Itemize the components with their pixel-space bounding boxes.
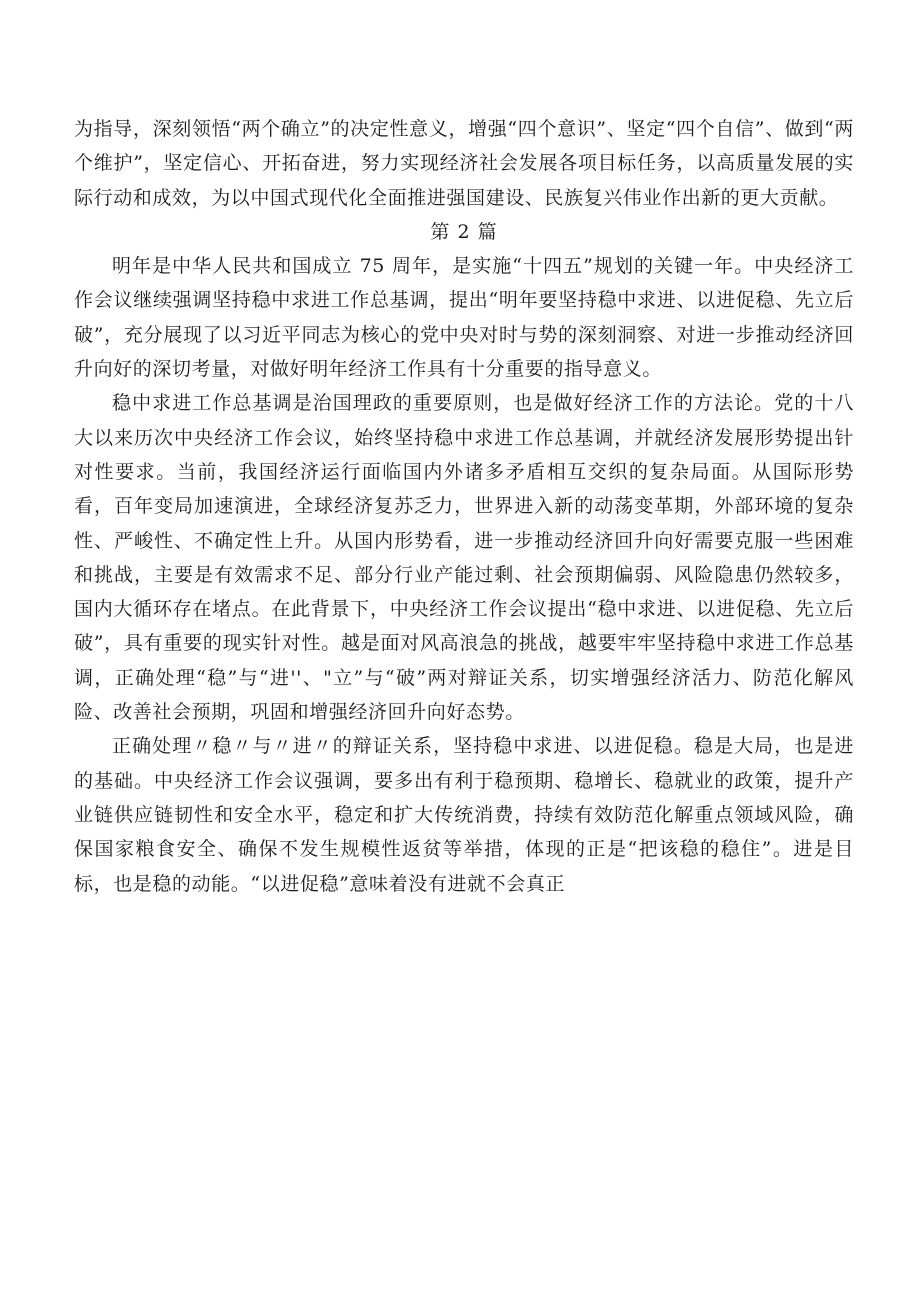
paragraph-stability-progress: 正确处理〃稳〃与〃进〃的辩证关系，坚持稳中求进、以进促稳。稳是大局，也是进的基础。中央经济工作会议强调，要多出有利于稳预期、稳增长、稳就业的政策，提升产业链供应链韧性和安全水平，稳定和扩大传统消费，持续有效防范化解重点领域风险，确保国家粮食安全、确保不发生规模性返贫等举措，体现的正是“把该稳的稳住”。进是目标，也是稳的动能。“以进促稳”意味着没有进就不会真正 xyxy=(74,735,854,895)
document-body xyxy=(74,112,854,901)
paragraph-continuation: 为指导，深刻领悟“两个确立”的决定性意义，增强“四个意识”、坚定“四个自信”、做到“两个维护”，坚定信心、开拓奋进，努力实现经济社会发展各项目标任务，以高质量发展的实际行动和成效，为以中国式现代化全面推进强国建设、民族复兴伟业作出新的更大贡献。 xyxy=(74,118,854,209)
section-heading: 第 2 篇 xyxy=(430,220,498,243)
paragraph-background: 稳中求进工作总基调是治国理政的重要原则，也是做好经济工作的方法论。党的十八大以来历次中央经济工作会议，始终坚持稳中求进工作总基调，并就经济发展形势提出针对性要求。当前，我国经济运行面临国内外诸多矛盾相互交织的复杂局面。从国际形势看，百年变局加速演进，全球经济复苏乏力，世界进入新的动荡变革期，外部环境的复杂性、严峻性、不确定性上升。从国内形势看，进一步推动经济回升向好需要克服一些困难和挑战，主要是有效需求不足、部分行业产能过剩、社会预期偏弱、风险隐患仍然较多，国内大循环存在堵点。在此背景下，中央经济工作会议提出“稳中求进、以进促稳、先立后破”，具有重要的现实针对性。越是面对风高浪急的挑战，越要牢牢坚持稳中求进工作总基调，正确处理“稳”与“进''、"立”与“破”两对辩证关系，切实增强经济活力、防范化解风险、改善社会预期，巩固和增强经济回升向好态势。 xyxy=(74,392,854,724)
paragraph-intro: 明年是中华人民共和国成立 75 周年，是实施“十四五”规划的关键一年。中央经济工作会议继续强调坚持稳中求进工作总基调，提出“明年要坚持稳中求进、以进促稳、先立后破”，充分展现了以习近平同志为核心的党中央对时与势的深刻洞察、对进一步推动经济回升向好的深切考量，对做好明年经济工作具有十分重要的指导意义。 xyxy=(74,255,854,381)
